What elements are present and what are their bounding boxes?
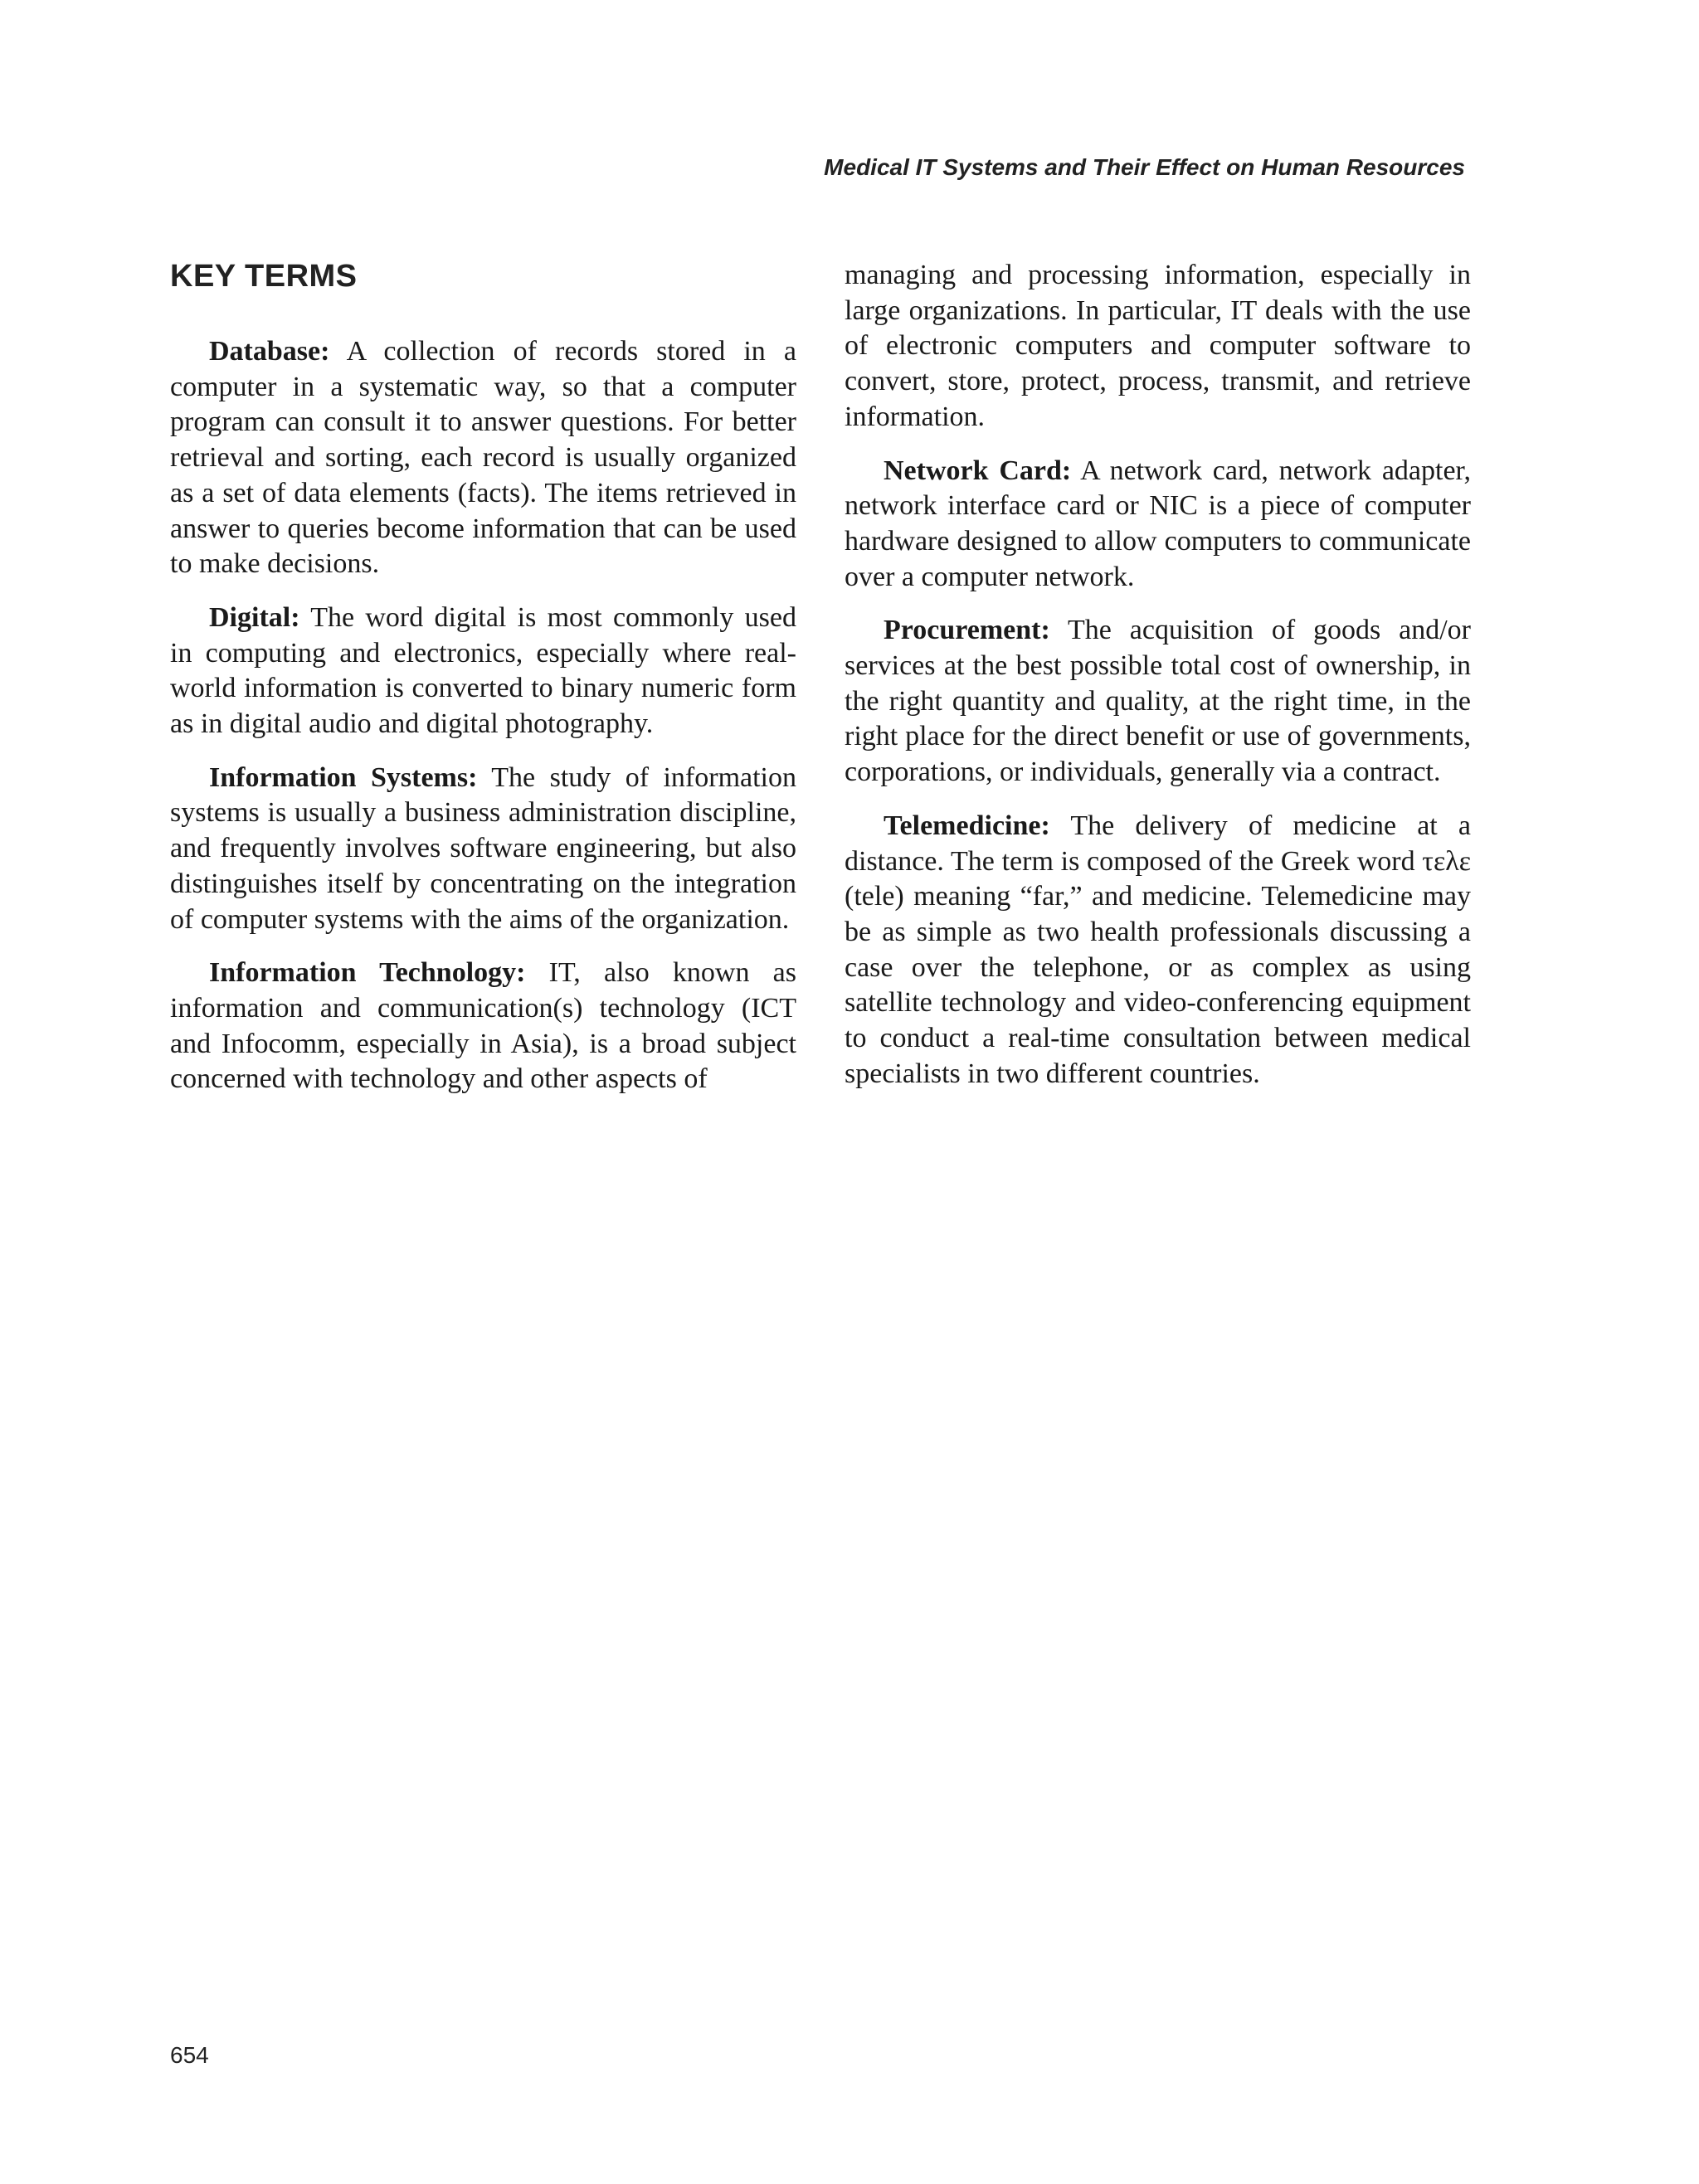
term-entry-network-card <box>845 454 1471 596</box>
term-definition: IT, also known as information and communication(s) technology (ICT and Infocomm, especially in Asia), is a broad subject concerned with technology and other aspects of <box>170 957 796 1095</box>
running-head: Medical IT Systems and Their Effect on Human Resources <box>824 154 1465 180</box>
term-entry-procurement <box>845 613 1471 790</box>
left-column <box>170 334 796 1116</box>
term-entry-information-technology <box>170 956 796 1097</box>
continued-definition: managing and processing information, especially in large organizations. In particular, IT deals with the use of electronic computers and computer software to convert, store, protect, process, transmit, and retrieve information. <box>845 260 1471 432</box>
term-definition: The study of information systems is usually a business administration discipline, and frequently involves software engineering, but also distinguishes itself by concentrating on the integration of computer systems with the aims of the organization. <box>170 761 797 935</box>
term-label: Network Card: <box>884 455 1072 486</box>
right-column <box>845 258 1471 1110</box>
term-label: Digital: <box>209 601 300 633</box>
term-definition: The acquisition of goods and/or services at the best possible total cost of ownership, in the right quantity and quality, at the right time, in the right place for the direct benefit or use of governments, corporations, or individuals, generally via a contract. <box>845 615 1471 788</box>
term-entry-telemedicine <box>845 809 1471 1092</box>
term-entry-database <box>170 334 796 582</box>
section-heading: KEY TERMS <box>170 259 358 294</box>
term-entry-information-systems <box>170 761 796 938</box>
term-entry-digital <box>170 601 796 742</box>
term-label: Information Technology: <box>209 957 526 989</box>
page-number: 654 <box>170 2042 209 2068</box>
term-definition: A network card, network adapter, network interface card or NIC is a piece of computer hardware designed to allow computers to communicate over a computer network. <box>845 455 1471 592</box>
term-label: Telemedicine: <box>884 810 1050 841</box>
term-definition: The delivery of medicine at a distance. The term is composed of the Greek word τελε (tele) meaning “far,” and medicine. Telemedicine may be as simple as two health professionals discussing a case over the telephone, or as complex as using satellite technology and video-conferencing equipment to conduct a real-time consultation between medical specialists in two different countries. <box>845 810 1471 1089</box>
term-definition: A collection of records stored in a computer in a systematic way, so that a computer program can consult it to answer questions. For better retrieval and sorting, each record is usually organized as a set of data elements (facts). The items retrieved in answer to queries become information that can be used to make decisions. <box>170 336 796 580</box>
term-label: Database: <box>209 336 330 367</box>
term-label: Information Systems: <box>209 761 478 793</box>
term-definition: The word digital is most commonly used in computing and electronics, especially where real-world information is converted to binary numeric form as in digital audio and digital photography. <box>170 601 796 740</box>
term-label: Procurement: <box>884 615 1050 646</box>
